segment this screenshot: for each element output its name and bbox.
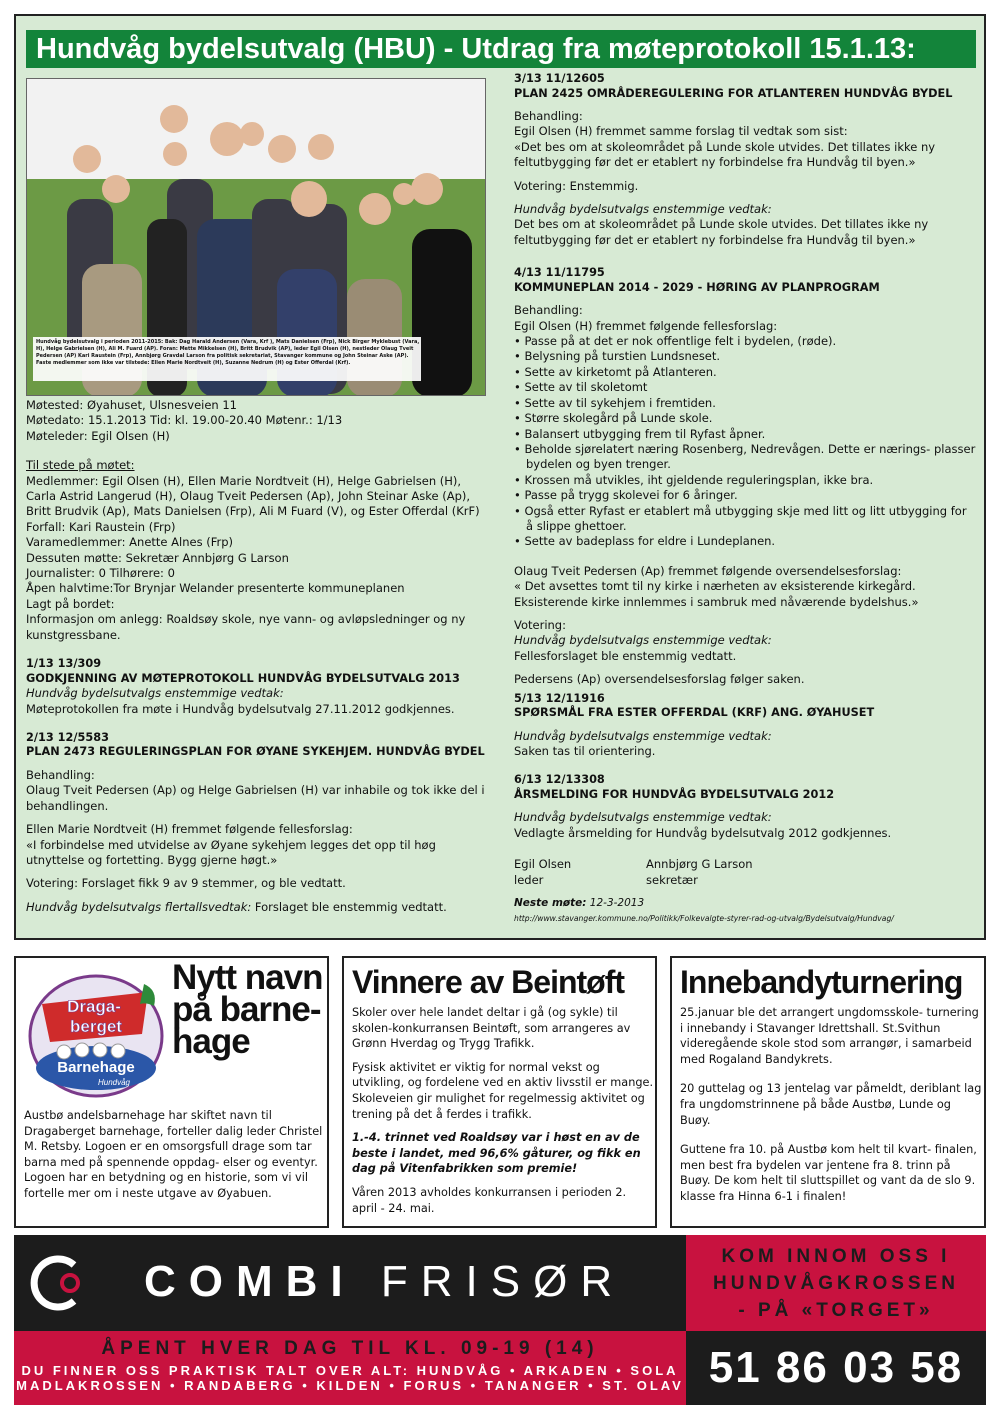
substitutes-line: Varamedlemmer: Anette Alnes (Frp) [26, 535, 234, 550]
list-item: • Sette av kirketomt på Atlanteren. [514, 365, 976, 380]
case-1-number: 1/13 13/309 [26, 657, 102, 671]
case-3-proposal: «Det bes om at skoleområdet på Lunde skole utvides. Det tillates ikke ny feltutbygging før det er etablert ny forbindelse fra Hundvåg til byen.» [514, 139, 936, 170]
case-4-title: KOMMUNEPLAN 2014 - 2029 - HØRING AV PLANPROGRAM [514, 280, 880, 294]
case-4-decision: Fellesforslaget ble enstemmig vedtatt. [514, 648, 737, 663]
floorball-p1: 25.januar ble det arrangert ungdomsskole- turnering i innebandy i Stavanger Idrettshall. St.Svithun videregående skole stod som arrangør, i samarbeid med Rogaland Bandykrets. [680, 1006, 979, 1066]
case-1-decision-label: Hundvåg bydelsutvalgs enstemmige vedtak: [26, 686, 284, 701]
kindergarten-article [14, 956, 329, 1228]
ad-brand-combi: COMBI [144, 1257, 356, 1306]
protocol-panel [14, 14, 986, 940]
logo-text-top: Draga- [67, 997, 121, 1016]
case-2-proposal: «I forbindelse med utvidelse av Øyane sykehjem legges det opp til høg utnyttelse og fortetting. Bygg gjerne høgt.» [26, 837, 436, 867]
case-3-vote: Votering: Enstemmig. [514, 178, 639, 193]
signature-role-2: sekretær [646, 872, 698, 887]
ad-right-line-3: - PÅ «TORGET» [738, 1300, 934, 1321]
floorball-p2: 20 guttelag og 13 jentelag var påmeldt, deriblant lag fra ungdomstrinnene på både Austbø, Lunde og Buøy. [680, 1082, 982, 1127]
case-4-number: 4/13 11/11795 [514, 266, 605, 280]
case-1-title: GODKJENNING AV MØTEPROTOKOLL HUNDVÅG BYDELSUTVALG 2013 [26, 671, 460, 685]
beintoft-p2: Fysisk aktivitet er viktig for normal vekst og utvikling, og fordelene ved en aktiv livsstil er mange. Skoleveien gir mulighet for regelmessig aktivitet og trening på det å ferdes i trafikk. [352, 1060, 654, 1121]
press-line: Journalister: 0 Tilhørere: 0 [26, 566, 175, 581]
case-2-decision: Forslaget ble enstemmig vedtatt. [251, 899, 447, 914]
signature-name-1: Egil Olsen [514, 857, 572, 872]
case-2-title: PLAN 2473 REGULERINGSPLAN FOR ØYANE SYKEHJEM. HUNDVÅG BYDEL [26, 745, 485, 759]
case-4-proposal-list [514, 334, 976, 550]
beintoft-body [352, 1005, 654, 1216]
beintoft-title: Vinnere av Beintøft [352, 964, 625, 1000]
tabled-line: Lagt på bordet: [26, 596, 115, 611]
signature-name-2: Annbjørg G Larson [646, 857, 753, 872]
meeting-place: Møtested: Øyahuset, Ulsnesveien 11 [26, 398, 238, 412]
group-photo [26, 78, 486, 396]
case-3-decision-label: Hundvåg bydelsutvalgs enstemmige vedtak: [514, 202, 772, 217]
list-item: • Balansert utbygging frem til Ryfast åpner. [514, 427, 976, 442]
info-line: Informasjon om anlegg: Roaldsøy skole, nye vann- og avløpsledninger og ny kunstgressbane. [26, 612, 466, 642]
right-column [514, 72, 976, 927]
list-item: • Krossen må utvikles, iht gjeldende reguleringsplan, ikke bra. [514, 473, 976, 488]
logo-text-mid: berget [70, 1017, 122, 1036]
case-4-vote: Votering: [514, 617, 566, 632]
case-4-referral-intro: Olaug Tveit Pedersen (Ap) fremmet følgende oversendelsesforslag: [514, 563, 902, 578]
beintoft-p1: Skoler over hele landet deltar i gå (og sykle) til skolen-konkurransen Beintøft, som arrangeres av Grønn Hverdag og Trygg Trafikk. [352, 1006, 631, 1051]
next-meeting-date: 12-3-2013 [586, 897, 645, 910]
list-item: • Sette av til skoletomt [514, 380, 976, 395]
ad-right-line-2: HUNDVÅGKROSSEN [712, 1273, 960, 1294]
case-4-proposal-intro: Egil Olsen (H) fremmet følgende fellesforslag: [514, 318, 778, 333]
ad-brand-band [14, 1235, 686, 1331]
case-2-proposal-intro: Ellen Marie Nordtveit (H) fremmet følgende fellesforslag: [26, 822, 353, 837]
case-5-number: 5/13 12/11916 [514, 691, 605, 705]
list-item: • Også etter Ryfast er etablert må utbygging skje med litt og litt utbygging for å slippe ghettoer. [514, 504, 976, 535]
signatures [514, 857, 976, 888]
absent-line: Forfall: Kari Raustein (Frp) [26, 519, 176, 534]
case-3-treatment: Egil Olsen (H) fremmet samme forslag til vedtak som sist: [514, 124, 848, 139]
ad-locations-2: MADLAKROSSEN • RANDABERG • KILDEN • FORUS • TANANGER • ST. OLAV [16, 1378, 684, 1393]
case-4-referral-outcome: Pedersens (Ap) oversendelsesforslag følger saken. [514, 672, 805, 687]
case-2-treatment-label: Behandling: [26, 767, 95, 782]
list-item: • Større skolegård på Lunde skole. [514, 411, 976, 426]
case-5-decision-label: Hundvåg bydelsutvalgs enstemmige vedtak: [514, 728, 772, 743]
case-5-title: SPØRSMÅL FRA ESTER OFFERDAL (KRF) ANG. ØYAHUSET [514, 706, 875, 720]
signature-role-1: leder [514, 872, 544, 887]
list-item: • Sette av badeplass for eldre i Lundeplanen. [514, 534, 976, 549]
beintoft-article [342, 956, 657, 1228]
ad-right-line-1: KOM INNOM OSS I [721, 1246, 951, 1267]
list-item: • Beholde sjørelatert næring Rosenberg, Nedrevågen. Dette er nærings- plasser bydelen og byen trenger. [514, 442, 976, 473]
case-3-decision: Det bes om at skoleområdet på Lunde skole utvides. Det tillates ikke ny feltutbygging før det er etablert ny forbindelse fra Hundvåg til byen.» [514, 217, 929, 247]
logo-text-bottom: Barnehage [57, 1059, 135, 1076]
list-item: • Sette av til sykehjem i fremtiden. [514, 396, 976, 411]
case-6-decision: Vedlagte årsmelding for Hundvåg bydelsutvalg 2012 godkjennes. [514, 825, 892, 840]
ad-location-band [686, 1235, 986, 1331]
list-item: • Belysning på turstien Lundsneset. [514, 349, 976, 364]
page-title: Hundvåg bydelsutvalg (HBU) - Utdrag fra møteprotokoll 15.1.13: [26, 30, 976, 68]
combi-frisor-ad [14, 1235, 986, 1405]
list-item: • Passe på at det er nok offentlige felt i bydelen, (røde). [514, 334, 976, 349]
photo-caption: Hundvåg bydelsutvalg i perioden 2011-2015: Bak: Dag Harald Andersen (Vara, Krf ), Mats Danielsen (Frp), Nick Birger Myklebust (Vara, H), Helge Gabrielsen (H), Ali M. Fuard (AP). Foran: Mette Mikkelsen (H), Britt Brudvik (AP), leder Egil Olsen (H), nestleder Olaug Tveit Pedersen (AP) Kari Raustein (Frp), Annbjørg Gravdal Larson fra politisk sekretariat, Stavanger kommune og John Steinar Aske (AP). Faste medlemmer som ikke var tilstede: Ellen Marie Nordtveit (H), Suzanne Nedrum (H) og Ester Offerdal (Krf). [36, 339, 420, 366]
case-6-decision-label: Hundvåg bydelsutvalgs enstemmige vedtak: [514, 810, 772, 825]
also-present-line: Dessuten møtte: Sekretær Annbjørg G Larson [26, 550, 289, 565]
source-link[interactable]: http://www.stavanger.kommune.no/Politikk/Folkevalgte-styrer-rad-og-utvalg/Bydelsutvalg/Hundvag/ [514, 914, 894, 924]
floorball-article [670, 956, 986, 1228]
case-3-number: 3/13 11/12605 [514, 72, 605, 85]
case-6-number: 6/13 12/13308 [514, 773, 605, 787]
present-members: Medlemmer: Egil Olsen (H), Ellen Marie Nordtveit (H), Helge Gabrielsen (H), Carla Astrid Langerud (H), Olaug Tveit Pedersen (Ap), John Steinar Aske (Ap), Britt Brudvik (Ap), Mats Danielsen (Frp), Ali M Fuard (V), og Ester Offerdal (KrF) [26, 473, 480, 519]
ad-phone-number[interactable]: 51 86 03 58 [686, 1331, 986, 1405]
case-3-title: PLAN 2425 OMRÅDEREGULERING FOR ATLANTEREN HUNDVÅG BYDEL [514, 86, 953, 100]
ad-brand-frisor: FRISØR [380, 1257, 626, 1306]
next-meeting-label: Neste møte: [514, 897, 587, 910]
combi-logo-icon [30, 1253, 90, 1313]
beintoft-p3: 1.-4. trinnet ved Roaldsøy var i høst en av de beste i landet, med 96,6% gåturer, og fikk en dag på Vitenfabrikken som premie! [352, 1131, 641, 1176]
floorball-body [680, 1005, 982, 1205]
case-2-treatment: Olaug Tveit Pedersen (Ap) og Helge Gabrielsen (H) var inhabile og tok ikke del i behandlingen. [26, 783, 485, 813]
ad-opening-hours: ÅPENT HVER DAG TIL KL. 09-19 (14) [101, 1338, 599, 1359]
kindergarten-text: Austbø andelsbarnehage har skiftet navn til Dragaberget barnehage, forteller dalig leder Christel M. Retsby. Logoen er en omsorgsfull drage som tar barna med på spennende oppdag- elser og eventyr. Logoen har en betydning og en historie, som vi vil fortelle mer om i neste utgave av Øyabuen. [24, 1109, 323, 1200]
case-4-decision-label: Hundvåg bydelsutvalgs enstemmige vedtak: [514, 633, 772, 648]
case-6-title: ÅRSMELDING FOR HUNDVÅG BYDELSUTVALG 2012 [514, 787, 835, 801]
meeting-date: Møtedato: 15.1.2013 Tid: kl. 19.00-20.40 Møtenr.: 1/13 [26, 413, 343, 428]
open-half-hour-line: Åpen halvtime:Tor Brynjar Welander presenterte kommuneplanen [26, 581, 405, 596]
dragaberget-logo [24, 964, 172, 1102]
beintoft-p4: Våren 2013 avholdes konkurransen i perioden 2. april - 24. mai. [352, 1185, 627, 1215]
case-1-decision: Møteprotokollen fra møte i Hundvåg bydelsutvalg 27.11.2012 godkjennes. [26, 701, 455, 716]
case-4-treatment-label: Behandling: [514, 303, 583, 318]
meeting-leader: Møteleder: Egil Olsen (H) [26, 428, 170, 443]
logo-text-sub: Hundvåg [97, 1078, 131, 1087]
case-2-number: 2/13 12/5583 [26, 730, 109, 744]
case-4-referral: « Det avsettes tomt til ny kirke i nærheten av eksisterende kirkegård. Eksisterende kirke innlemmes i sambruk med nåværende bydelshus.» [514, 579, 919, 609]
floorball-p3: Guttene fra 10. på Austbø kom helt til kvart- finalen, men best fra bydelen var jentene fra 8. trinn på Buøy. De kom helt til sluttspillet og vant da de slo 9. klasse fra Hinna 6-1 i finalen! [680, 1143, 977, 1203]
ad-hours-band [14, 1331, 686, 1405]
left-column [26, 398, 488, 915]
floorball-title: Innebandyturnering [680, 964, 963, 1000]
case-5-decision: Saken tas til orientering. [514, 744, 656, 758]
case-2-vote: Votering: Forslaget fikk 9 av 9 stemmer, og ble vedtatt. [26, 876, 346, 891]
case-2-decision-label: Hundvåg bydelsutvalgs flertallsvedtak: [26, 899, 252, 914]
list-item: • Passe på trygg skolevei for 6 åringer. [514, 488, 976, 503]
kindergarten-title: Nytt navn på barne- hage [172, 958, 323, 1061]
present-title: Til stede på møtet: [26, 458, 135, 473]
case-3-treatment-label: Behandling: [514, 109, 583, 123]
ad-locations-1: DU FINNER OSS PRAKTISK TALT OVER ALT: HUNDVÅG • ARKADEN • SOLA [21, 1363, 679, 1378]
